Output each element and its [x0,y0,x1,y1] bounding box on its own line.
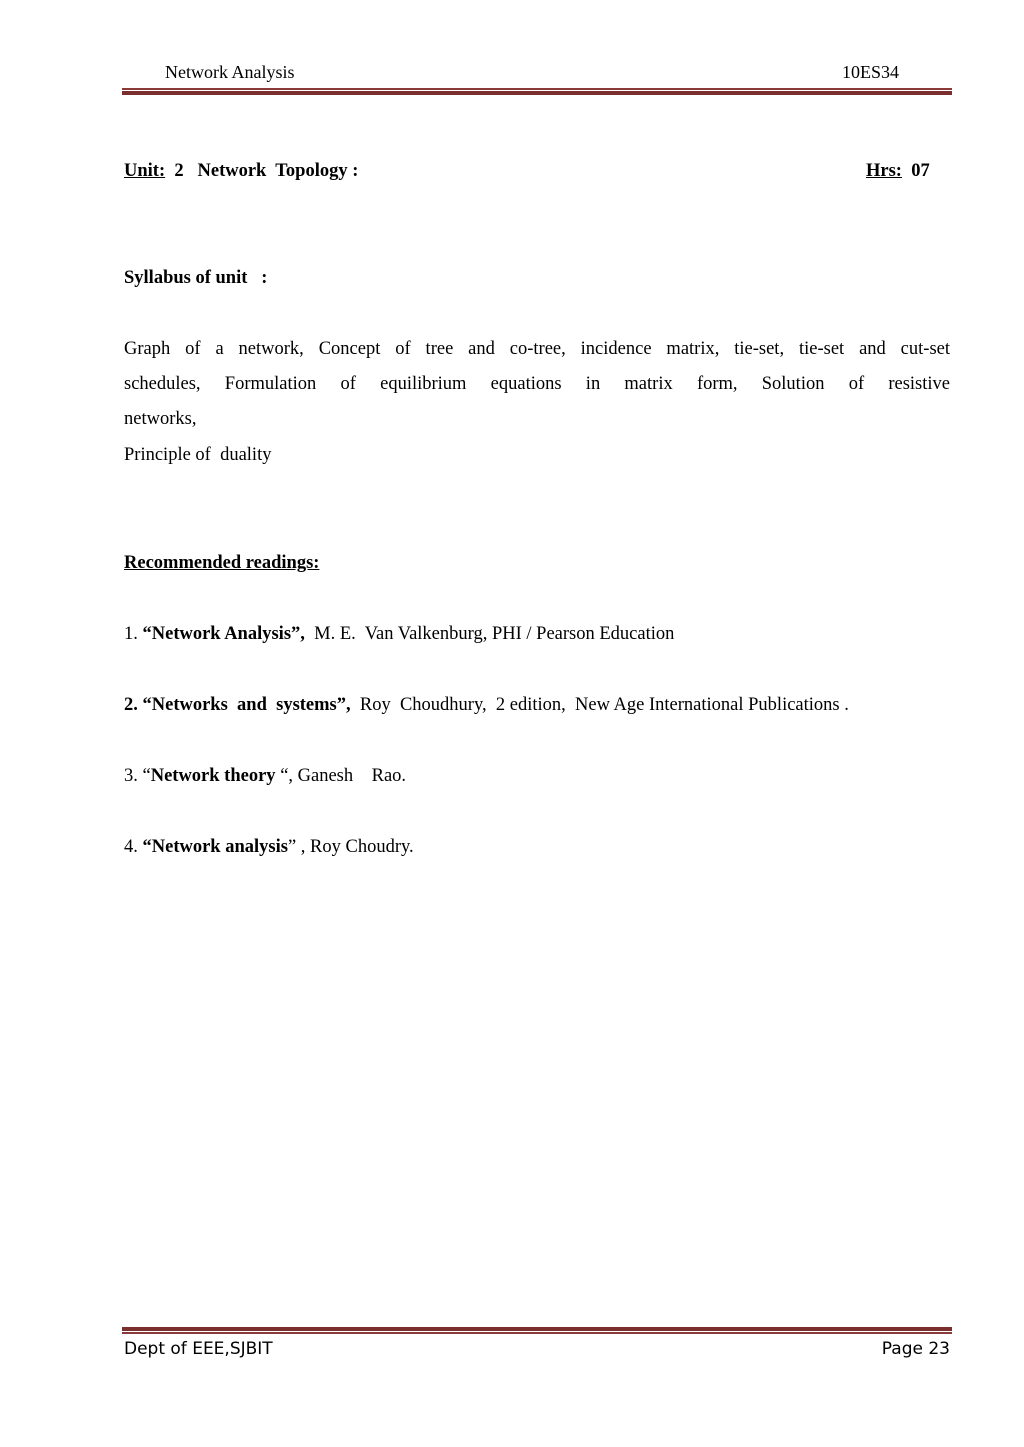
reading-number: 1. [124,624,143,644]
syllabus-line-2: schedules, Formulation of equilibrium equations in matrix form, Solution of resistive [124,374,950,394]
footer-page-number: Page 23 [881,1339,950,1359]
unit-label: Unit: [124,161,166,181]
header-course-code: 10ES34 [842,62,900,82]
footer-department: Dept of EEE,SJBIT [124,1339,273,1359]
reading-item-4 [124,830,414,865]
reading-number: 3. “ [124,766,151,786]
reading-item-2 [124,688,849,723]
syllabus-line-4: Principle of duality [124,445,272,465]
readings-heading: Recommended readings: [124,553,320,573]
syllabus-line-3: networks, [124,409,197,429]
hours-value: 07 [911,161,930,181]
hours-label: Hrs: [866,161,902,181]
reading-title: Network theory [150,766,276,786]
reading-number: 2. [124,695,143,715]
header-title: Network Analysis [165,62,295,82]
footer-rule-thin [122,1332,952,1334]
syllabus-heading: Syllabus of unit : [124,268,268,288]
reading-title: “Network Analysis”, [142,624,305,644]
reading-item-1 [124,617,674,652]
reading-title: “Networks and systems”, [142,695,351,715]
reading-details: Roy Choudhury, 2 edition, New Age International Publications . [350,695,849,715]
unit-line [124,154,358,189]
reading-details: M. E. Van Valkenburg, PHI / Pearson Education [304,624,675,644]
reading-title: “Network analysis [142,837,288,857]
hours-line [866,154,930,189]
reading-details: “, Ganesh Rao. [275,766,407,786]
reading-number: 4. [124,837,143,857]
unit-title: 2 Network Topology : [174,161,359,181]
reading-item-3 [124,759,406,794]
header-rule-thin [122,88,952,90]
header-rule-thick [122,91,952,95]
syllabus-line-1: Graph of a network, Concept of tree and co-tree, incidence matrix, tie-set, tie-set and cut-set [124,339,950,359]
reading-details: ” , Roy Choudry. [287,837,414,857]
footer-rule-thick [122,1327,952,1331]
